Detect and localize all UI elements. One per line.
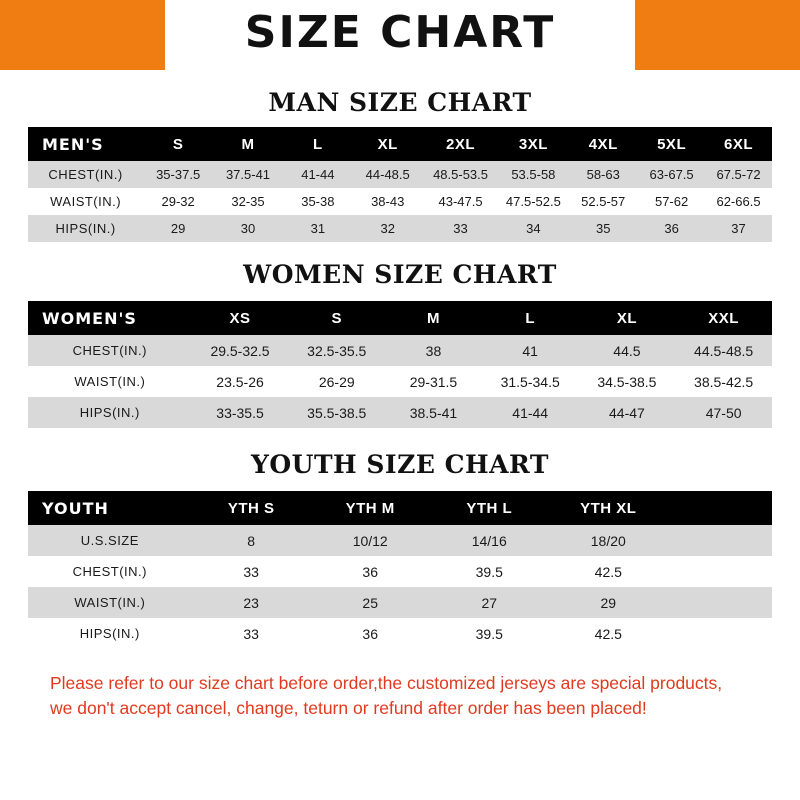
cell: 29 (143, 215, 213, 242)
cell: 43-47.5 (423, 188, 499, 215)
women-header-cell: S (288, 301, 385, 335)
cell (668, 556, 772, 587)
youth-section-title: YOUTH SIZE CHART (251, 450, 549, 479)
women-header-cell: XXL (675, 301, 772, 335)
youth-size-table (28, 491, 772, 649)
row-label: U.S.SIZE (28, 525, 192, 556)
cell: 39.5 (430, 618, 549, 649)
row-label: HIPS(IN.) (28, 397, 192, 428)
table-row (28, 188, 772, 215)
table-row (28, 161, 772, 188)
row-label: WAIST(IN.) (28, 188, 143, 215)
cell: 35.5-38.5 (288, 397, 385, 428)
cell (668, 587, 772, 618)
table-row (28, 366, 772, 397)
youth-header-cell: YTH S (192, 491, 311, 525)
cell: 36 (638, 215, 705, 242)
cell (668, 618, 772, 649)
cell: 29.5-32.5 (192, 335, 289, 366)
man-header-cell: M (213, 127, 283, 161)
cell: 47.5-52.5 (498, 188, 568, 215)
women-header-cell: M (385, 301, 482, 335)
cell: 38.5-41 (385, 397, 482, 428)
cell: 23.5-26 (192, 366, 289, 397)
cell: 18/20 (549, 525, 668, 556)
man-header-cell: S (143, 127, 213, 161)
cell: 10/12 (311, 525, 430, 556)
man-header-cell: 5XL (638, 127, 705, 161)
header-banner (0, 0, 800, 70)
cell: 62-66.5 (705, 188, 772, 215)
header-banner-white-block (165, 0, 635, 70)
cell: 34 (498, 215, 568, 242)
cell: 39.5 (430, 556, 549, 587)
cell: 42.5 (549, 556, 668, 587)
row-label: CHEST(IN.) (28, 556, 192, 587)
cell: 31.5-34.5 (482, 366, 579, 397)
man-header-cell: 3XL (498, 127, 568, 161)
youth-header-cell: YOUTH (28, 491, 192, 525)
women-size-table (28, 301, 772, 428)
cell: 37.5-41 (213, 161, 283, 188)
cell: 35-37.5 (143, 161, 213, 188)
cell: 44.5 (579, 335, 676, 366)
man-header-cell: 4XL (568, 127, 638, 161)
cell: 26-29 (288, 366, 385, 397)
cell: 67.5-72 (705, 161, 772, 188)
cell: 48.5-53.5 (423, 161, 499, 188)
cell: 27 (430, 587, 549, 618)
cell: 32-35 (213, 188, 283, 215)
row-label: WAIST(IN.) (28, 587, 192, 618)
cell: 42.5 (549, 618, 668, 649)
table-row (28, 335, 772, 366)
content (0, 88, 800, 722)
cell: 35 (568, 215, 638, 242)
women-header-cell: XL (579, 301, 676, 335)
cell: 23 (192, 587, 311, 618)
row-label: WAIST(IN.) (28, 366, 192, 397)
cell: 47-50 (675, 397, 772, 428)
women-section-title: WOMEN SIZE CHART (243, 260, 557, 289)
cell: 29-31.5 (385, 366, 482, 397)
table-header-row (28, 301, 772, 335)
cell: 33 (192, 556, 311, 587)
cell: 34.5-38.5 (579, 366, 676, 397)
table-row (28, 215, 772, 242)
cell: 38 (385, 335, 482, 366)
cell: 63-67.5 (638, 161, 705, 188)
cell: 36 (311, 618, 430, 649)
cell: 44-48.5 (353, 161, 423, 188)
table-row (28, 397, 772, 428)
cell: 53.5-58 (498, 161, 568, 188)
cell: 8 (192, 525, 311, 556)
cell: 35-38 (283, 188, 353, 215)
cell: 32 (353, 215, 423, 242)
cell: 37 (705, 215, 772, 242)
man-size-table (28, 127, 772, 242)
cell: 57-62 (638, 188, 705, 215)
man-header-cell: MEN'S (28, 127, 143, 161)
cell: 32.5-35.5 (288, 335, 385, 366)
cell: 52.5-57 (568, 188, 638, 215)
cell: 25 (311, 587, 430, 618)
cell: 31 (283, 215, 353, 242)
cell: 33 (423, 215, 499, 242)
cell: 14/16 (430, 525, 549, 556)
youth-header-cell: YTH M (311, 491, 430, 525)
row-label: CHEST(IN.) (28, 335, 192, 366)
table-row (28, 587, 772, 618)
notice-line-1: Please refer to our size chart before order,the customized jerseys are special products, (50, 673, 723, 693)
cell: 58-63 (568, 161, 638, 188)
man-header-cell: L (283, 127, 353, 161)
cell: 30 (213, 215, 283, 242)
row-label: HIPS(IN.) (28, 618, 192, 649)
man-section-title: MAN SIZE CHART (268, 88, 532, 117)
cell: 33 (192, 618, 311, 649)
cell: 38.5-42.5 (675, 366, 772, 397)
cell: 41-44 (482, 397, 579, 428)
cell: 29 (549, 587, 668, 618)
cell: 36 (311, 556, 430, 587)
notice-line-2: we don't accept cancel, change, teturn or refund after order has been placed! (50, 698, 647, 719)
table-row (28, 525, 772, 556)
row-label: CHEST(IN.) (28, 161, 143, 188)
cell: 33-35.5 (192, 397, 289, 428)
cell: 44-47 (579, 397, 676, 428)
cell: 29-32 (143, 188, 213, 215)
cell: 41 (482, 335, 579, 366)
youth-header-cell: YTH XL (549, 491, 668, 525)
row-label: HIPS(IN.) (28, 215, 143, 242)
man-header-cell: 2XL (423, 127, 499, 161)
man-header-cell: XL (353, 127, 423, 161)
table-row (28, 556, 772, 587)
cell (668, 525, 772, 556)
table-header-row (28, 491, 772, 525)
cell: 41-44 (283, 161, 353, 188)
youth-header-cell: YTH L (430, 491, 549, 525)
man-header-cell: 6XL (705, 127, 772, 161)
cell: 44.5-48.5 (675, 335, 772, 366)
notice-text (28, 671, 772, 722)
women-header-cell: XS (192, 301, 289, 335)
table-row (28, 618, 772, 649)
page-title: SIZE CHART (244, 7, 556, 58)
cell: 38-43 (353, 188, 423, 215)
table-header-row (28, 127, 772, 161)
women-header-cell: L (482, 301, 579, 335)
women-header-cell: WOMEN'S (28, 301, 192, 335)
youth-header-cell (668, 491, 772, 525)
